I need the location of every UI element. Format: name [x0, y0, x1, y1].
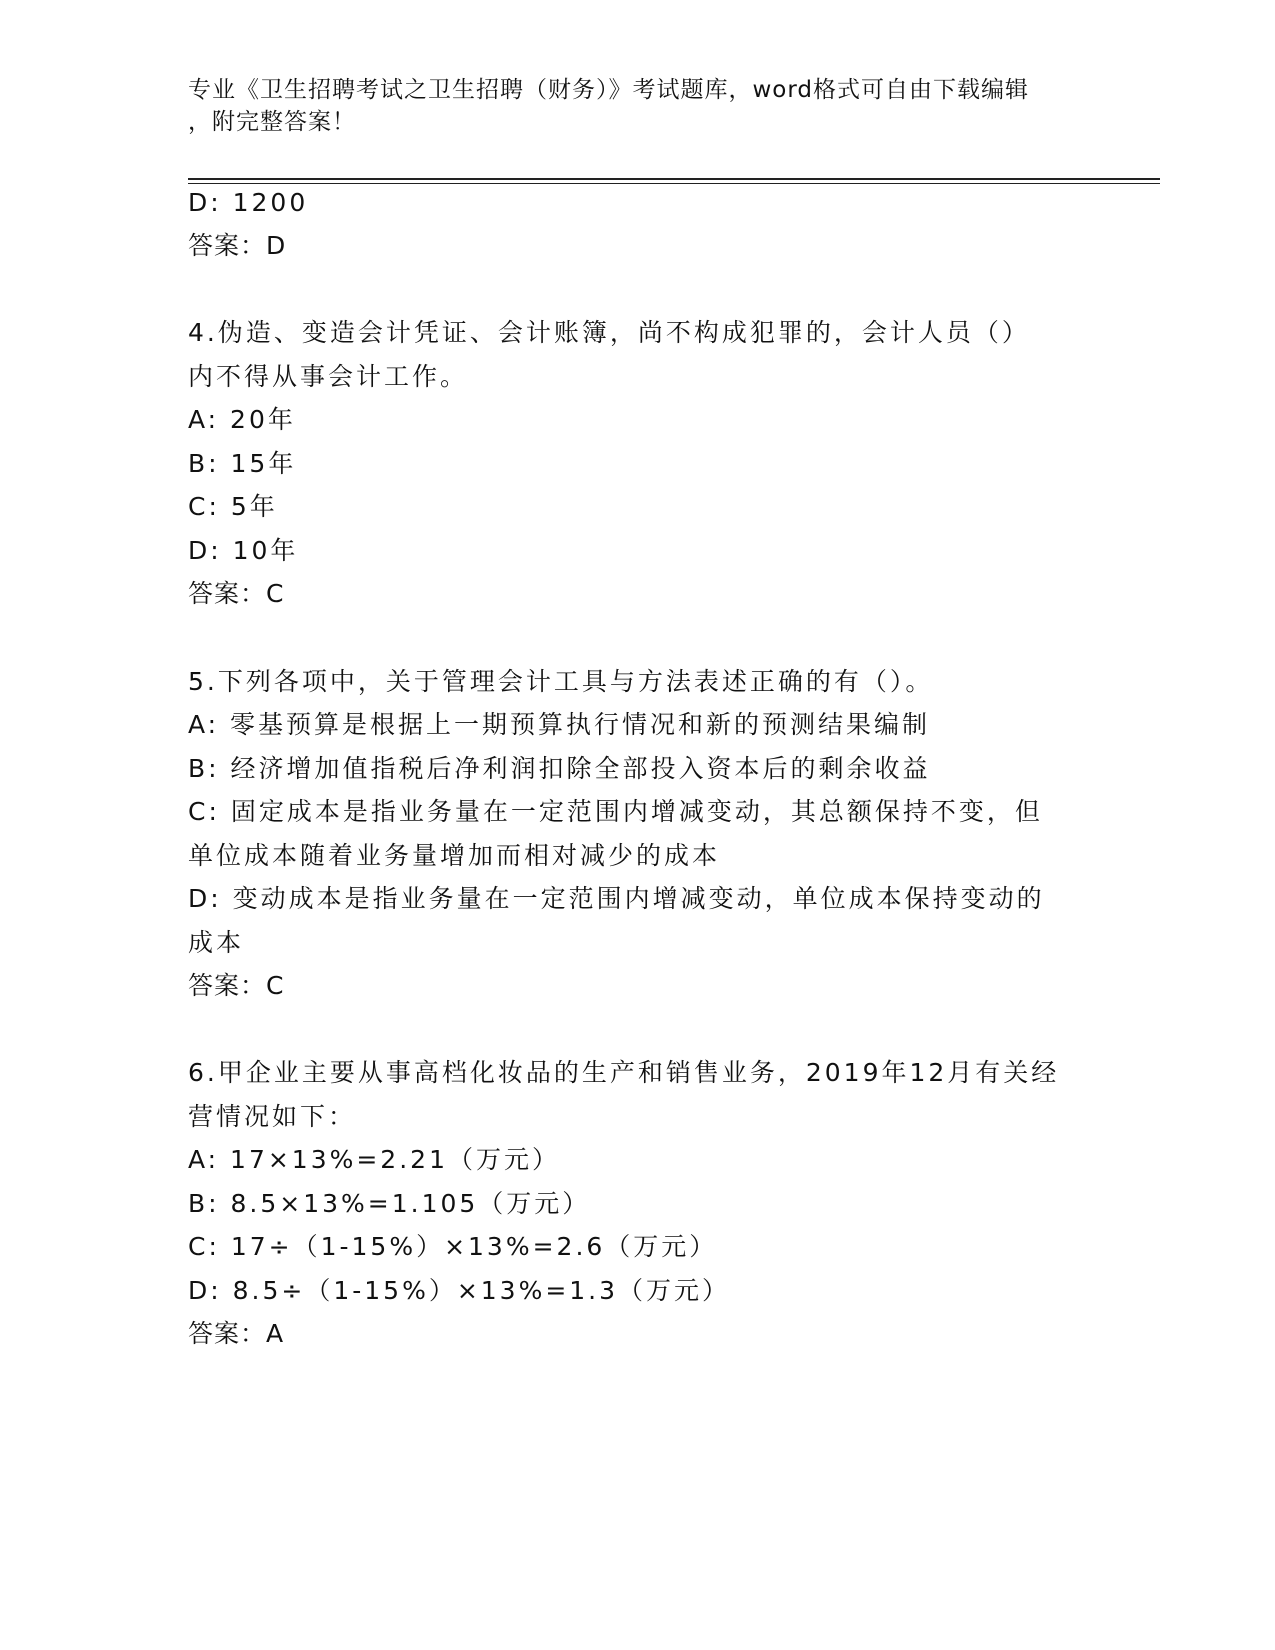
- q4-answer: 答案：C: [188, 579, 285, 608]
- q5-option-b: B: 经济增加值指税后净利润扣除全部投入资本后的剩余收益: [188, 754, 931, 783]
- q6-stem-line-1: 6.甲企业主要从事高档化妆品的生产和销售业务，2019年12月有关经: [188, 1058, 1060, 1087]
- header-line-2: ，附完整答案！: [188, 109, 356, 135]
- q5-option-c-line-1: C: 固定成本是指业务量在一定范围内增减变动，其总额保持不变，但: [188, 797, 1043, 826]
- q6-option-b: B: 8.5×13%=1.105（万元）: [188, 1189, 591, 1218]
- q5-option-c-line-2: 单位成本随着业务量增加而相对减少的成本: [188, 841, 721, 870]
- document-header: [188, 74, 1088, 138]
- q4-option-c: C: 5年: [188, 492, 278, 521]
- header-divider-thick: [188, 178, 1160, 180]
- q6-answer: 答案：A: [188, 1319, 285, 1348]
- q6-stem-line-2: 营情况如下：: [188, 1102, 357, 1131]
- q5-option-a: A: 零基预算是根据上一期预算执行情况和新的预测结果编制: [188, 710, 931, 739]
- q4-stem-line-2: 内不得从事会计工作。: [188, 362, 469, 391]
- header-line-1: 专业《卫生招聘考试之卫生招聘（财务）》考试题库，word格式可自由下载编辑: [188, 77, 1030, 103]
- q4-option-d: D: 10年: [188, 536, 299, 565]
- q3-answer: 答案：D: [188, 231, 287, 260]
- q4-option-b: B: 15年: [188, 449, 297, 478]
- q5-answer: 答案：C: [188, 971, 285, 1000]
- q6-option-d: D: 8.5÷（1-15%）×13%=1.3（万元）: [188, 1276, 731, 1305]
- q5-option-d-line-2: 成本: [188, 928, 245, 957]
- q4-option-a: A: 20年: [188, 405, 296, 434]
- q6-option-a: A: 17×13%=2.21（万元）: [188, 1145, 560, 1174]
- q6-option-c: C: 17÷（1-15%）×13%=2.6（万元）: [188, 1232, 718, 1261]
- q4-stem-line-1: 4.伪造、变造会计凭证、会计账簿，尚不构成犯罪的，会计人员（）: [188, 318, 1030, 347]
- q5-stem: 5.下列各项中，关于管理会计工具与方法表述正确的有（）。: [188, 667, 934, 696]
- q3-option-d: D: 1200: [188, 188, 309, 217]
- header-divider-thin: [188, 183, 1160, 184]
- q5-option-d-line-1: D: 变动成本是指业务量在一定范围内增减变动，单位成本保持变动的: [188, 884, 1045, 913]
